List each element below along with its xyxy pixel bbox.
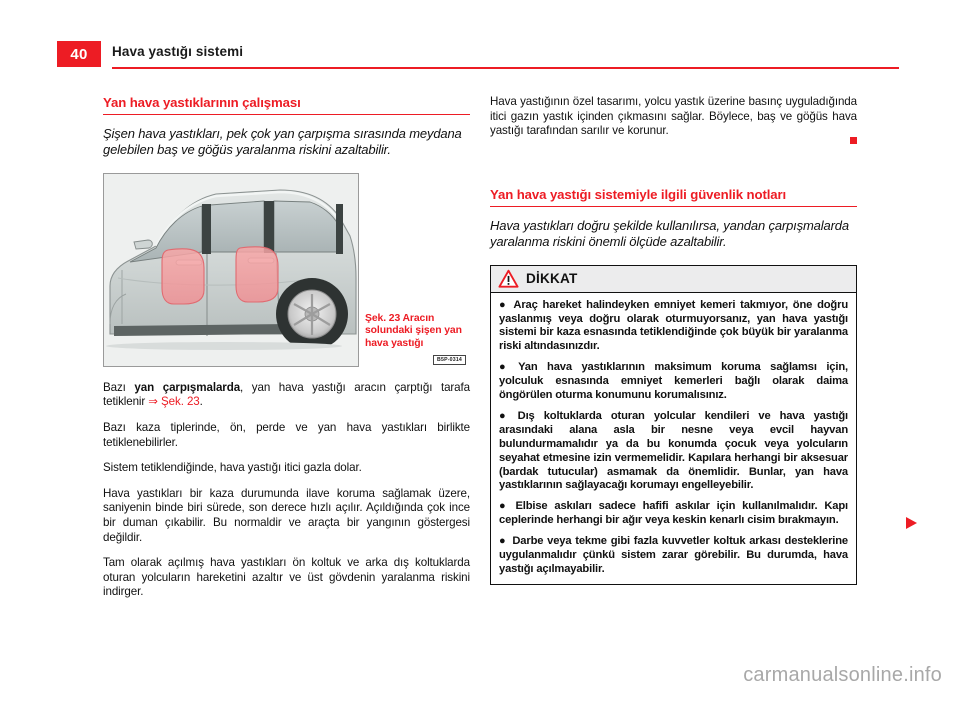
warning-item	[499, 299, 848, 355]
warning-item	[499, 361, 848, 403]
site-watermark: carmanualsonline.info	[743, 664, 942, 686]
paragraph-deployment-speed: Hava yastıkları bir kaza durumunda ilave koruma sağlamak üzere, saniyenin binde biri sürede, son derece hızlı açılır. Açıldığında çok ince bir duman çıkabilir. Bu normaldir ve araçta bir yangının göstergesi değildir.	[103, 486, 470, 544]
warning-box-body	[491, 293, 856, 584]
paragraph-airbag-design: Hava yastığının özel tasarımı, yolcu yastık üzerine basınç uyguladığında itici gazın yastık içinden çıkmasını sağlar. Böylece, baş ve göğüs hava yastığı tarafından sarılır ve korunur.	[490, 95, 857, 138]
red-right-arrow-marker	[906, 517, 917, 529]
left-column	[103, 95, 470, 600]
figure-image-car-side-view	[103, 173, 359, 367]
warning-item-text: Dış koltuklarda oturan yolcular kendileri ve hava yastığı arasındaki alana asla bir nesne veya evcil hayvan bulundurmamalıdır ya da bu konumda çocuk veya yolcuların seyahat etmesine izin vermemelidir. Kapılara herhangi bir aksesuar (bardak tutucular) asmamak da önemlidir. Bunlar, yan hava yastıklarının sağlayacağı korumayı engelleyebilir.	[499, 409, 849, 492]
warning-item-text: Darbe veya tekme gibi fazla kuvvetler koltuk arkası desteklerine uygulanmalıdır çünkü sistem zarar görebilir. Bu durumda, hava yastığı açılmayabilir.	[499, 535, 848, 575]
warning-item	[499, 410, 848, 493]
right-column	[490, 95, 857, 585]
header-divider-rule	[112, 67, 899, 69]
warning-triangle-icon	[498, 269, 519, 288]
section-heading-side-airbag-operation: Yan hava yastıklarının çalışması	[103, 95, 470, 115]
warning-item-text: Araç hareket halindeyken emniyet kemeri takmıyor, öne doğru yaslanmış veya doğru olarak oturmuyorsanız, yan hava yastığı sistemi bir kaza esnasında tetiklendiğinde çok büyük bir yaralanma riski altındasınızdır.	[499, 298, 849, 353]
paragraph-text-post: , yan hava yastığı aracın çarptığı tarafa tetiklenir	[103, 380, 471, 409]
paragraph-accident-types: Bazı kaza tiplerinde, ön, perde ve yan hava yastıkları birlikte tetiklenebilirler.	[103, 421, 470, 449]
bullet-icon: ●	[499, 535, 507, 548]
warning-item	[499, 535, 848, 577]
paragraph-propellant-gas: Sistem tetiklendiğinde, hava yastığı itici gazla dolar.	[103, 461, 362, 475]
page-title: Hava yastığı sistemi	[112, 44, 244, 59]
left-lead-paragraph: Şişen hava yastıkları, pek çok yan çarpışma sırasında meydana gelebilen baş ve göğüs yaralanma riskini azaltabilir.	[103, 126, 462, 158]
figure-side-airbag	[103, 173, 470, 369]
bullet-icon: ●	[499, 298, 508, 311]
red-square-marker	[850, 137, 857, 144]
warning-item	[499, 500, 848, 528]
warning-item-text: Elbise askıları sadece hafifi askılar için kullanılmalıdır. Kapı ceplerinde herhangi bir ağır veya keskin kenarlı cisim bırakmayın.	[499, 500, 848, 527]
cross-reference-link[interactable]: ⇒ Şek. 23	[148, 395, 200, 409]
paragraph-text-pre: Bazı	[103, 380, 135, 394]
warning-item-text: Yan hava yastıklarının maksimum koruma sağlamsı için, yolculuk esnasında emniyet kemerleri bağlı olarak daima öngörülen oturma konumunu korumalısınız.	[499, 361, 848, 402]
bullet-icon: ●	[499, 500, 510, 513]
paragraph-text-tail: .	[199, 395, 203, 409]
figure-caption: Şek. 23 Aracın solundaki şişen yan hava yastığı	[365, 312, 462, 349]
bullet-icon: ●	[499, 409, 512, 422]
page-header	[0, 41, 960, 67]
paragraph-text-bold: yan çarpışmalarda	[134, 380, 241, 394]
warning-box-header	[491, 266, 856, 293]
warning-title: DİKKAT	[526, 271, 578, 287]
bullet-icon: ●	[499, 361, 513, 374]
paragraph-occupant-protection: Tam olarak açılmış hava yastıkları ön koltuk ve arka dış koltuklarda oturan yolcuların hareketini azaltır ve üst gövdenin yaralanma riskini indirger.	[103, 556, 470, 599]
page-number: 40	[57, 41, 101, 67]
section-heading-safety-notes: Yan hava yastığı sistemiyle ilgili güvenlik notları	[490, 187, 857, 207]
figure-code-label: B5P-0314	[433, 355, 466, 365]
paragraph-side-impact-trigger	[103, 381, 470, 410]
warning-box-dikkat	[490, 265, 857, 585]
right-lead-paragraph: Hava yastıkları doğru şekilde kullanılırsa, yandan çarpışmalarda yaralanma riskini önemli ölçüde azaltabilir.	[490, 217, 849, 250]
